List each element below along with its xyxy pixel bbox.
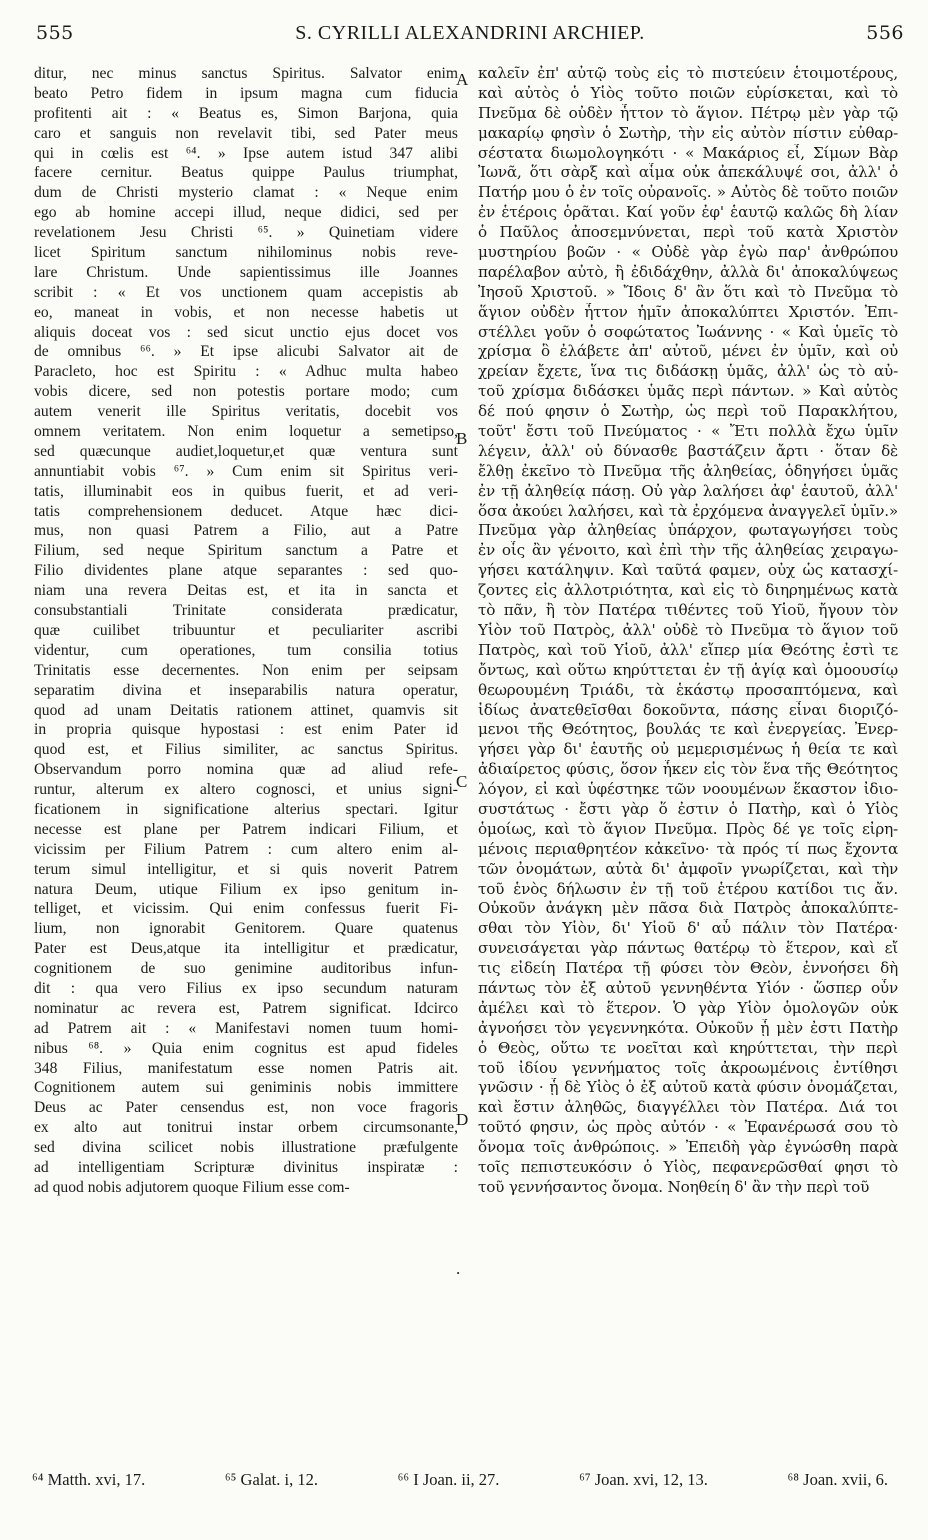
greek-text-line: Πατρὸς, καὶ τοῦ Υἱοῦ, ἀλλ' εἴπερ μία Θεότης ἐστὶ τε — [478, 640, 898, 659]
latin-text-line: dit : qua vero Filius ex ipso secundum naturam — [34, 979, 458, 997]
greek-text-line: ἔλθῃ ἐκεῖνο τὸ Πνεῦμα τῆς ἀληθείας, ὁδηγήσει ὑμᾶς — [478, 461, 898, 480]
latin-text-line: runtur, alterum ex altero cognosci, et unius signi- — [34, 781, 458, 799]
latin-text-line: ego ab homine accepi illud, neque didici, sed per — [34, 204, 458, 222]
greek-text-line: ὁ Παῦλος ἀποσεμνύνεται, περὶ τοῦ κατὰ Χριστὸν — [478, 223, 898, 242]
latin-text-line: niam una revera Deitas est, et ita in sancta et — [34, 582, 458, 600]
running-title: S. CYRILLI ALEXANDRINI ARCHIEP. — [295, 22, 645, 44]
latin-text-line: revelationem Jesu Christi ⁶⁵. » Quinetiam videre — [34, 224, 458, 242]
latin-text-line: ficationem in significatione alterius spectari. Igitur — [34, 800, 458, 818]
greek-text-line: χρίσμα ὃ ἐλάβετε ἀπ' αὐτοῦ, μένει ἐν ὑμῖν, καὶ οὐ — [478, 342, 898, 361]
margin-section-letter: . — [456, 1259, 461, 1278]
greek-text-line: Ἰωνᾶ, ὅτι σὰρξ καὶ αἷμα οὐκ ἀπεκάλυψέ σοι, ἀλλ' ὁ — [478, 163, 898, 182]
latin-text-line: Deus ac Pater censendus est, non voce fragoris — [34, 1099, 458, 1117]
greek-text-line: ἐν ἑτέροις ὁρᾶται. Καί γοῦν ἐφ' ἑαυτῷ καλῶς δὴ λίαν — [478, 203, 898, 222]
footnote: ⁶⁵ Galat. i, 12. — [224, 1470, 318, 1489]
latin-text-line: Trinitatis esse decernentes. Non enim per seipsam — [34, 661, 458, 679]
greek-text-line: τοῦ ἑνὸς δήλωσιν ἐν τῇ τοῦ ἑτέρου κατίδοι τις ἄν. — [478, 879, 898, 898]
margin-letters — [456, 64, 476, 1434]
latin-text-line: tatis, illuminabit eos in quibus fuerit, et ad veri- — [34, 482, 458, 500]
greek-text-line: ὁμοίως, καὶ τὸ ἅγιον Πνεῦμα. Πρὸς δέ γε τοῖς εἰρη- — [478, 819, 898, 838]
latin-text-line: necesse est plane per Patrem indicari Filium, et — [34, 820, 458, 838]
greek-text-line: μενοι τῆς Θεότητος, βουλάς τε καὶ ἐνεργείας. Ἐνερ- — [478, 720, 898, 739]
greek-text-line: τοῦ γεννήσαντος ὄνομα. Νοηθείη δ' ἂν τὴν περὶ τοῦ — [478, 1177, 870, 1196]
greek-text-line: τις εἰδείη Πατέρα τῇ φύσει τὸν Θεὸν, ἐννοήσει δὴ — [478, 959, 898, 978]
latin-text-line: quæ cuilibet tribuuntur et peculiariter ascribi — [34, 621, 458, 639]
latin-text-line: quod ad unam Deitatis rationem attinet, quamvis sit — [34, 701, 458, 719]
latin-text-line: 348 Filius, manifestatum esse nomen Patris ait. — [34, 1059, 458, 1077]
latin-text-line: quod est, et Filius similiter, ac sanctus Spiritus. — [34, 741, 458, 759]
greek-text-line: στέλλει γοῦν ὁ σοφώτατος Ἰωάννης · « Καὶ ὑμεῖς τὸ — [478, 322, 898, 341]
latin-text-line: aliquis doceat vos : sed sicut unctio ejus docet vos — [34, 323, 458, 341]
latin-text-line: nominatur ac revera est, Patrem significat. Idcirco — [34, 999, 458, 1017]
greek-text-line: Οὐκοῦν ἀνάγκη μὲν πᾶσα διὰ Πατρὸς ἀποκαλύπτε- — [478, 899, 898, 918]
greek-text-line: καὶ αὐτὸς ὁ Υἱὸς τοῦτο ποιῶν εὑρίσκεται, καὶ τὸ — [478, 83, 898, 102]
latin-text-line: Observandum porro nomina quæ ad aliud refe- — [34, 761, 458, 779]
greek-text-line: γήσει κατάληψιν. Καὶ ταῦτά φαμεν, οὐχ ὡς κατασχί- — [478, 561, 898, 580]
page-header — [36, 22, 904, 62]
greek-text-line: Πνεῦμα γὰρ ἀληθείας ὑπάρχον, φωταγωγήσει τοὺς — [478, 521, 898, 540]
greek-text-line: παρέλαβον αὐτὸ, ἢ ἐδιδάχθην, ἀλλὰ δι' ἀποκαλύψεως — [478, 262, 898, 281]
latin-text-line: ad intelligentiam Scripturæ divinitus inspiratæ : — [34, 1158, 458, 1176]
latin-text-line: lium, non ignorabit Genitorem. Quare quatenus — [34, 920, 458, 938]
greek-text-line: Ἰησοῦ Χριστοῦ. » Ἴδοις δ' ἂν ὅτι καὶ τὸ Πνεῦμα τὸ — [478, 282, 898, 301]
latin-text-line: Cognitionem autem sui geniminis nobis immittere — [34, 1079, 458, 1097]
latin-text-line: autem venerit ille Spiritus veritatis, docebit vos — [34, 403, 458, 421]
greek-text-line: καλεῖν ἐπ' αὐτῷ τοὺς εἰς τὸ πιστεύειν ἑτοιμοτέρους, — [478, 64, 898, 82]
footnote: ⁶⁴ Matth. xvi, 17. — [32, 1470, 146, 1489]
greek-text-line: τοῦ χρίσμα διδάσκει ὑμᾶς περὶ πάντων. » Καὶ αὐτὸς — [478, 382, 898, 401]
latin-text-line: sed divina scilicet nobis illustratione præfulgente — [34, 1139, 458, 1157]
latin-text-line: dum de Christi mysterio clamat : « Neque enim — [34, 184, 458, 202]
greek-text-line: Πατήρ μου ὁ ἐν τοῖς οὐρανοῖς. » Αὐτὸς δὲ τοῦτο ποιῶν — [478, 183, 898, 202]
latin-text-line: ditur, nec minus sanctus Spiritus. Salvator enim — [34, 65, 458, 82]
greek-text-line: ὅσα ἀκούει λαλήσει, καὶ τὰ ἐρχόμενα ἀναγγελεῖ ὑμῖν.» — [478, 501, 898, 520]
greek-text-line: ἅγιον οὐδὲν ἧττον ἡμῖν ἀποκαλύπτει Χριστόν. Ἐπι- — [478, 302, 898, 321]
latin-text-line: profitenti ait : « Beatus es, Simon Barjona, quia — [34, 104, 458, 122]
greek-text-line: ἀμέλει καὶ τὸ ἕτερον. Ὁ γὰρ Υἱὸν ὁμολογῶν οὐκ — [478, 998, 898, 1017]
greek-text-line: θεωρουμένη Τριάδι, τὰ ἑκάστῳ προσαπτόμενα, καὶ — [478, 680, 898, 699]
greek-text-line: ἀγνοήσει τὸν γεγεννηκότα. Οὐκοῦν ᾗ μὲν ἐστι Πατὴρ — [478, 1018, 898, 1037]
greek-text-line: λέγειν, ἀλλ' οὐ δύνασθε βαστάζειν ἄρτι · ὅταν δὲ — [478, 441, 898, 460]
latin-text-line: vobis dicere, sed non potestis portare modo; cum — [34, 383, 458, 401]
greek-text-line: σέστατα διωμολογηκότι · « Μακάριος εἶ, Σίμων Βὰρ — [478, 143, 898, 162]
greek-text-line: τοῦτ' ἔστι τοῦ Πνεύματος · « Ἔτι πολλὰ ἔχω ὑμῖν — [478, 422, 898, 441]
latin-text-line: Filium, sed neque Spiritum sanctum a Patre et — [34, 542, 458, 560]
latin-column — [34, 64, 461, 1434]
latin-text-line: annuntiabit vobis ⁶⁷. » Cum enim sit Spiritus veri- — [34, 462, 458, 480]
greek-text-line: συνεισάγεται γὰρ πάντως θατέρῳ τὸ ἕτερον, καὶ εἴ — [478, 939, 898, 958]
latin-text-line: cognitionem de suo genimine auditoribus infun- — [34, 960, 458, 978]
greek-text-line: γνῶσιν · ᾗ δὲ Υἱὸς ὁ ἐξ αὐτοῦ κατὰ φύσιν ὀνομάζεται, — [478, 1078, 898, 1097]
latin-text-line: mus, non quasi Patrem a Filio, aut a Patre — [34, 522, 458, 540]
latin-text-line: vicissim per Filium Patrem : cum altero enim al- — [34, 840, 458, 858]
margin-section-letter: A — [456, 70, 469, 89]
latin-text-line: omnem veritatem. Non enim loquetur a semetipso, — [34, 423, 458, 441]
footnotes — [32, 1470, 888, 1498]
greek-text-line: γήσει γὰρ δι' ἑαυτῆς οὐ μεμερισμένως ἡ θεία τε καὶ — [478, 740, 898, 759]
footnote: ⁶⁶ I Joan. ii, 27. — [397, 1470, 500, 1489]
greek-text-line: χρείαν ἔχετε, ἵνα τις διδάσκῃ ὑμᾶς, ἀλλ' ὡς τὸ αὐ- — [478, 362, 898, 381]
greek-text-line: ὄνομα τοῖς ἀνθρώποις. » Ἐπειδὴ γὰρ ἐγνώσθη παρὰ — [478, 1138, 898, 1157]
greek-text-line: μένοις περιαθρητέον κἀκεῖνο· τὰ πρός τί πως ἔχοντα — [478, 839, 898, 858]
latin-text-line: facere cernitur. Beatus quippe Paulus triumphat, — [34, 164, 458, 182]
greek-text-line: τοῖς πεπιστευκόσιν ὁ Υἱὸς, πεφανερῶσθαί φησι τὸ — [478, 1157, 898, 1176]
footnote: ⁶⁷ Joan. xvi, 12, 13. — [579, 1470, 708, 1489]
greek-text-line: καὶ ἔστιν ἀληθῶς, διαγγέλλει τὸν Πατέρα. Διά τοι — [478, 1098, 898, 1117]
greek-text-line: τοῦτό φησιν, ὡς πρὸς αὐτόν · « Ἐφανέρωσά σου τὸ — [478, 1118, 898, 1137]
greek-text-line: ζοντες εἰς ἀλλοτριότητα, καὶ εἰς τὸ διηρημένως κατὰ — [478, 581, 898, 600]
greek-text-line: Υἱὸν τοῦ Πατρὸς, ἀλλ' οὐδὲ τὸ Πνεῦμα τὸ ἅγιον τοῦ — [478, 620, 898, 639]
margin-section-letter: D — [456, 1110, 469, 1129]
latin-text-line: separatim divina et inseparabilis natura operatur, — [34, 681, 458, 699]
greek-text-line: σθαι τὸν Υἱὸν, δι' Υἱοῦ δ' αὖ πάλιν τὸν Πατέρα· — [478, 919, 898, 938]
latin-text-line: caro et sanguis non revelavit tibi, sed Pater meus — [34, 124, 458, 142]
margin-section-letter: B — [456, 429, 468, 448]
greek-text-line: ἰδίως ἀνατεθεῖσθαι δοκοῦντα, πάσης εἶναι διοριζό- — [478, 700, 898, 719]
greek-text-line: τὸ πᾶν, ἢ τὸν Πατέρα τιθέντες τοῦ Υἱοῦ, ἤγουν τὸν — [478, 601, 898, 620]
greek-text-line: μυστηρίου βοῶν · « Οὐδὲ γὰρ ἐγὼ παρ' ἀνθρώπου — [478, 243, 898, 262]
latin-text-line: videntur, cum operationes, tum consilia totius — [34, 641, 458, 659]
latin-text-line: Paracleto, hoc est Spiritu : « Adhuc multa habeo — [34, 363, 458, 381]
footnote: ⁶⁸ Joan. xvii, 6. — [787, 1470, 888, 1489]
greek-text-line: ἐν τῇ ἀληθείᾳ πάσῃ. Οὐ γὰρ λαλήσει ἀφ' ἑαυτοῦ, ἀλλ' — [478, 481, 898, 500]
latin-text-line: eo, maneat in vobis, et non necesse habetis ut — [34, 303, 458, 321]
latin-text-line: scribit : « Et vos unctionem quam accepistis ab — [34, 283, 458, 301]
greek-text-line: ἀδιαίρετος φύσις, ὅσον ἧκεν εἰς τὸν ἕνα τῆς Θεότητος — [478, 760, 898, 779]
margin-section-letter: C — [456, 772, 468, 791]
greek-text-line: τοῦ ἰδίου γεννήματος τοῖς ἀκροωμένοις ἐντίθησι — [478, 1058, 898, 1077]
latin-text-line: telliget, et vicissim. Qui enim confessus fuerit Fi- — [34, 900, 458, 918]
greek-text-line: πάντως τὸν ἐξ αὐτοῦ γεννηθέντα Υἱόν · ὥσπερ οὖν — [478, 978, 898, 997]
latin-text-line: de omnibus ⁶⁶. » Et ipse alicubi Salvator ait de — [34, 343, 458, 361]
greek-text-line: ἐν οἷς ἂν γένοιτο, καὶ ἐπὶ τὴν τῆς ἀληθείας χειραγω- — [478, 541, 898, 560]
latin-text-line: licet Spiritum sanctum nihilominus nobis reve- — [34, 244, 458, 262]
latin-text-line: ex alto aut tonitrui instar orbem circumsonante, — [34, 1119, 458, 1137]
left-page-number: 555 — [36, 22, 74, 44]
latin-text-line: natura Deum, utique Filium ex ipso genitum in- — [34, 880, 458, 898]
greek-text-line: Πνεῦμα δὲ οὐδὲν ἧττον τὸ ἅγιον. Πέτρῳ μὲν γὰρ τῷ — [478, 103, 898, 122]
greek-text-line: συστάτως · ἔστι γὰρ ὅ ἐστιν ὁ Πατὴρ, καὶ ὁ Υἱὸς — [478, 799, 898, 818]
greek-text-line: ὄντως, καὶ οὕτω κηρύττεται ἐν τῇ ἁγίᾳ καὶ ὁμοουσίῳ — [478, 660, 898, 679]
latin-text-line: in propria quisque hypostasi : est enim Pater id — [34, 721, 458, 739]
latin-text-line: beato Petro fidem in ipsum magna cum fiducia — [34, 84, 458, 102]
latin-text-line: sed quæcunque audiet,loquetur,et quæ ventura sunt — [34, 442, 458, 460]
latin-text-line: Pater est Deus,atque ita intelligitur et prædicatur, — [34, 940, 458, 958]
latin-text-line: qui in cœlis est ⁶⁴. » Ipse autem istud 347 alibi — [34, 144, 458, 162]
greek-text-line: τῶν ὀνομάτων, αὐτὰ δι' ἀμφοῖν γνωρίζεται, καὶ τὴν — [478, 859, 898, 878]
latin-text-line: tatis comprehensionem deducet. Atque hæc dici- — [34, 502, 458, 520]
greek-text-line: δέ πού φησιν ὁ Σωτὴρ, ὡς περὶ τοῦ Παρακλήτου, — [478, 402, 898, 421]
latin-text-line: lare Christum. Unde sapientissimus ille Joannes — [34, 263, 458, 281]
latin-text-line: nibus ⁶⁸. » Quia enim cognitus est apud fideles — [34, 1039, 458, 1057]
latin-text-line: consubstantiali Trinitate considerata prædicatur, — [34, 602, 458, 620]
latin-text-line: ad Patrem ait : « Manifestavi nomen tuum homi- — [34, 1019, 458, 1037]
latin-text-line: Filio dividentes plane atque separantes : sed quo- — [34, 562, 458, 580]
greek-column — [478, 64, 898, 1434]
right-page-number: 556 — [866, 22, 904, 44]
latin-text-line: ad quod nobis adjutorem quoque Filium esse com- — [34, 1178, 350, 1196]
greek-text-line: λόγον, εἰ καὶ ὑφέστηκε τῶν νοουμένων ἕκαστον ἰδιο- — [478, 780, 898, 799]
greek-text-line: μακαρίῳ φησὶν ὁ Σωτὴρ, τὴν εἰς αὐτὸν πίστιν εὐθαρ- — [478, 123, 898, 142]
latin-text-line: terum simul intelligitur, et si quis noverit Patrem — [34, 860, 458, 878]
greek-text-line: ὁ Θεὸς, οὕτω τε νοεῖται καὶ κηρύττεται, τὴν περὶ — [478, 1038, 898, 1057]
